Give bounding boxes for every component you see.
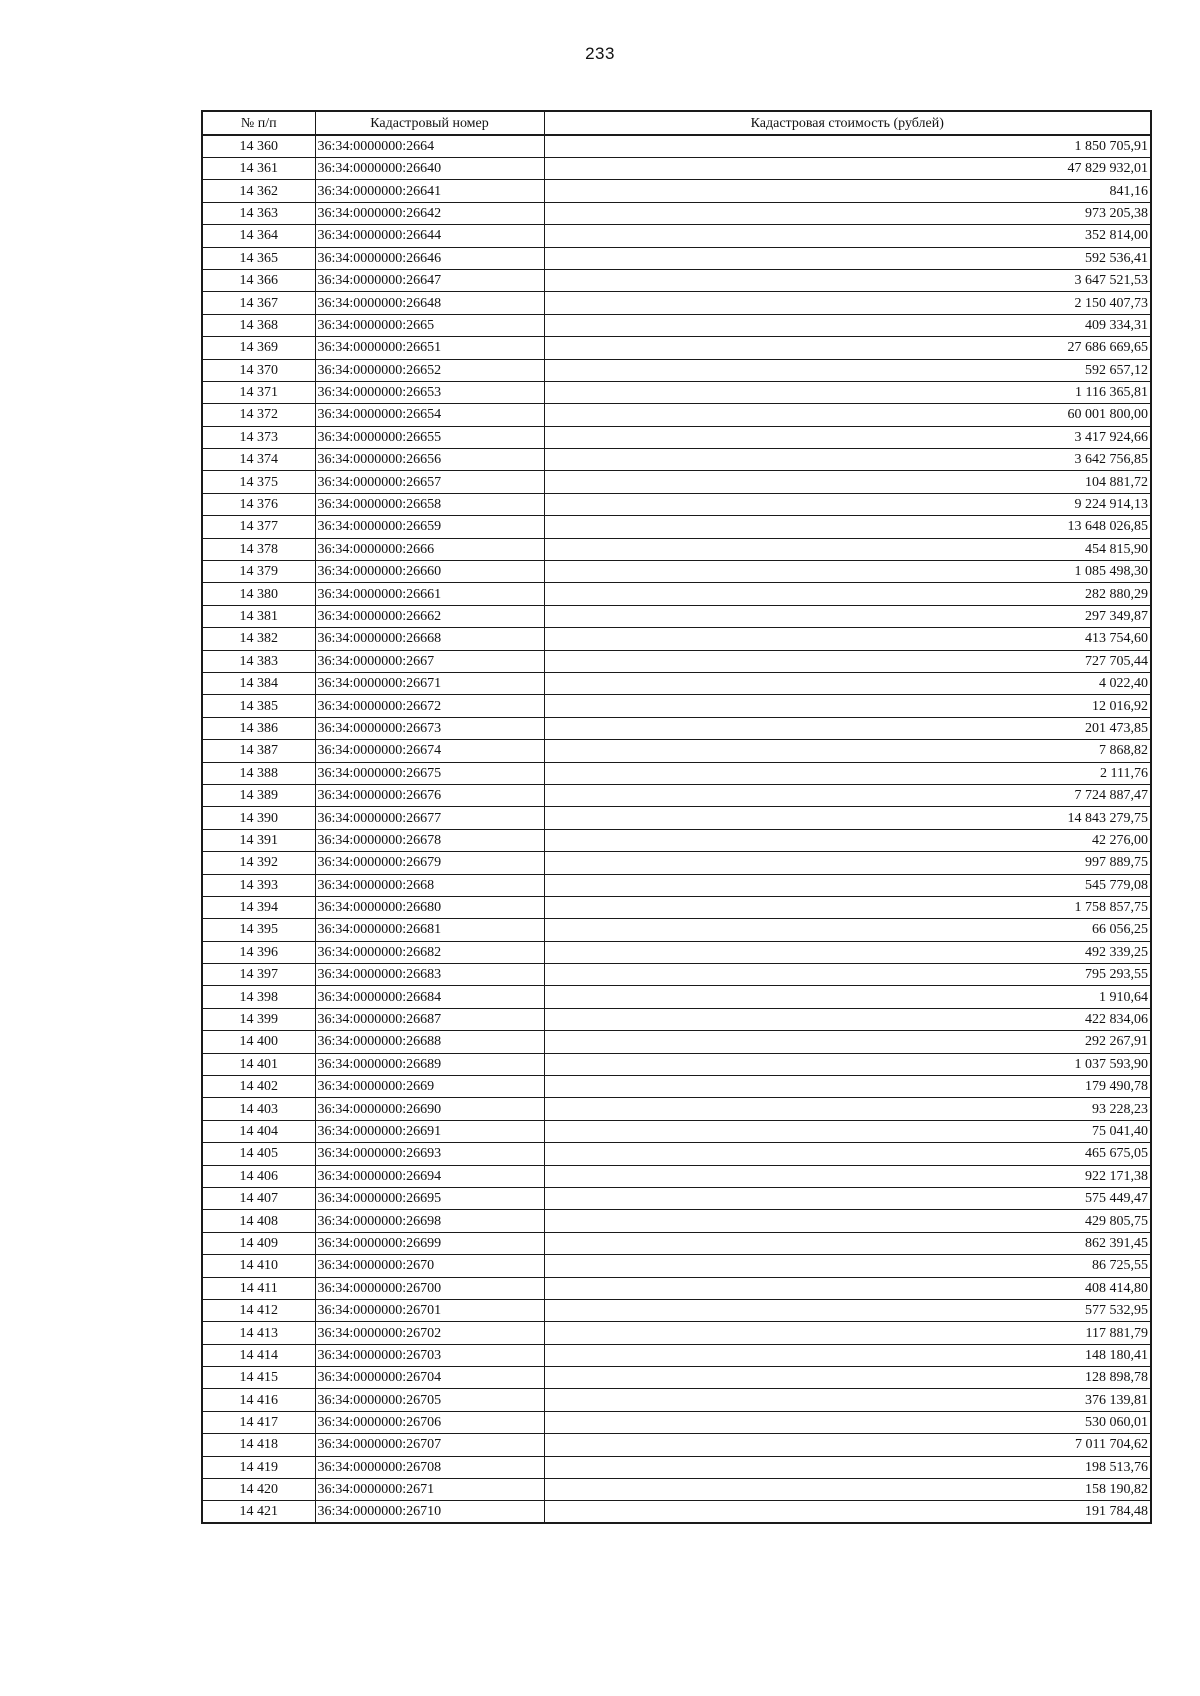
cadastral-value-cell: 465 675,05 — [544, 1143, 1151, 1165]
cadastral-number-cell: 36:34:0000000:26655 — [315, 426, 544, 448]
cadastral-value-cell: 179 490,78 — [544, 1076, 1151, 1098]
table-row — [202, 1143, 1151, 1165]
cadastral-value-cell: 530 060,01 — [544, 1411, 1151, 1433]
table-row — [202, 381, 1151, 403]
cadastral-value-cell: 409 334,31 — [544, 314, 1151, 336]
cadastral-number-cell: 36:34:0000000:26678 — [315, 829, 544, 851]
header-row — [202, 111, 1151, 135]
cadastral-value-cell: 2 150 407,73 — [544, 292, 1151, 314]
cadastral-value-cell: 408 414,80 — [544, 1277, 1151, 1299]
row-number-cell: 14 388 — [202, 762, 315, 784]
cadastral-value-cell: 1 758 857,75 — [544, 896, 1151, 918]
row-number-cell: 14 419 — [202, 1456, 315, 1478]
table-row — [202, 852, 1151, 874]
cadastral-value-cell: 47 829 932,01 — [544, 158, 1151, 180]
row-number-cell: 14 394 — [202, 896, 315, 918]
row-number-cell: 14 415 — [202, 1367, 315, 1389]
table-row — [202, 404, 1151, 426]
table-row — [202, 292, 1151, 314]
table-row — [202, 964, 1151, 986]
cadastral-value-cell: 575 449,47 — [544, 1187, 1151, 1209]
row-number-cell: 14 375 — [202, 471, 315, 493]
cadastral-number-cell: 36:34:0000000:26682 — [315, 941, 544, 963]
table-row — [202, 740, 1151, 762]
cadastral-value-cell: 42 276,00 — [544, 829, 1151, 851]
row-number-cell: 14 420 — [202, 1479, 315, 1501]
cadastral-value-cell: 413 754,60 — [544, 628, 1151, 650]
row-number-cell: 14 391 — [202, 829, 315, 851]
cadastral-number-cell: 36:34:0000000:26695 — [315, 1187, 544, 1209]
cadastral-number-cell: 36:34:0000000:26705 — [315, 1389, 544, 1411]
table-row — [202, 1299, 1151, 1321]
row-number-cell: 14 384 — [202, 672, 315, 694]
cadastral-number-cell: 36:34:0000000:26684 — [315, 986, 544, 1008]
row-number-cell: 14 396 — [202, 941, 315, 963]
cadastral-number-cell: 36:34:0000000:26699 — [315, 1232, 544, 1254]
table-row — [202, 1501, 1151, 1524]
table-row — [202, 1411, 1151, 1433]
table-row — [202, 874, 1151, 896]
row-number-cell: 14 398 — [202, 986, 315, 1008]
cadastral-value-cell: 158 190,82 — [544, 1479, 1151, 1501]
cadastral-number-cell: 36:34:0000000:26689 — [315, 1053, 544, 1075]
table-row — [202, 650, 1151, 672]
cadastral-value-cell: 117 881,79 — [544, 1322, 1151, 1344]
cadastral-number-cell: 36:34:0000000:26640 — [315, 158, 544, 180]
row-number-cell: 14 411 — [202, 1277, 315, 1299]
row-number-cell: 14 403 — [202, 1098, 315, 1120]
table-row — [202, 359, 1151, 381]
cadastral-value-cell: 1 910,64 — [544, 986, 1151, 1008]
row-number-cell: 14 421 — [202, 1501, 315, 1524]
cadastral-number-cell: 36:34:0000000:26646 — [315, 247, 544, 269]
cadastral-number-cell: 36:34:0000000:26647 — [315, 269, 544, 291]
table-row — [202, 807, 1151, 829]
cadastral-number-cell: 36:34:0000000:26688 — [315, 1031, 544, 1053]
cadastral-number-cell: 36:34:0000000:26702 — [315, 1322, 544, 1344]
column-header-row-number: № п/п — [202, 111, 315, 135]
row-number-cell: 14 372 — [202, 404, 315, 426]
cadastral-value-cell: 93 228,23 — [544, 1098, 1151, 1120]
cadastral-value-cell: 60 001 800,00 — [544, 404, 1151, 426]
table-row — [202, 829, 1151, 851]
cadastral-number-cell: 36:34:0000000:26648 — [315, 292, 544, 314]
cadastral-number-cell: 36:34:0000000:2671 — [315, 1479, 544, 1501]
cadastral-value-cell: 454 815,90 — [544, 538, 1151, 560]
table-row — [202, 986, 1151, 1008]
cadastral-number-cell: 36:34:0000000:26700 — [315, 1277, 544, 1299]
cadastral-number-cell: 36:34:0000000:26674 — [315, 740, 544, 762]
table-row — [202, 1120, 1151, 1142]
cadastral-value-cell: 545 779,08 — [544, 874, 1151, 896]
cadastral-value-cell: 191 784,48 — [544, 1501, 1151, 1524]
table-row — [202, 583, 1151, 605]
cadastral-number-cell: 36:34:0000000:26660 — [315, 561, 544, 583]
page-number: 233 — [585, 44, 615, 63]
table-row — [202, 1053, 1151, 1075]
cadastral-value-cell: 7 724 887,47 — [544, 784, 1151, 806]
table-row — [202, 471, 1151, 493]
cadastral-value-cell: 922 171,38 — [544, 1165, 1151, 1187]
row-number-cell: 14 371 — [202, 381, 315, 403]
cadastral-number-cell: 36:34:0000000:26679 — [315, 852, 544, 874]
table-row — [202, 941, 1151, 963]
table-row — [202, 1389, 1151, 1411]
cadastral-value-cell: 148 180,41 — [544, 1344, 1151, 1366]
cadastral-value-cell: 1 116 365,81 — [544, 381, 1151, 403]
table-row — [202, 1210, 1151, 1232]
row-number-cell: 14 380 — [202, 583, 315, 605]
table-row — [202, 605, 1151, 627]
cadastral-value-cell: 795 293,55 — [544, 964, 1151, 986]
row-number-cell: 14 377 — [202, 516, 315, 538]
row-number-cell: 14 390 — [202, 807, 315, 829]
row-number-cell: 14 364 — [202, 225, 315, 247]
cadastral-number-cell: 36:34:0000000:2670 — [315, 1255, 544, 1277]
cadastral-number-cell: 36:34:0000000:26694 — [315, 1165, 544, 1187]
row-number-cell: 14 385 — [202, 695, 315, 717]
cadastral-number-cell: 36:34:0000000:26654 — [315, 404, 544, 426]
cadastral-number-cell: 36:34:0000000:26641 — [315, 180, 544, 202]
table-row — [202, 314, 1151, 336]
cadastral-number-cell: 36:34:0000000:26707 — [315, 1434, 544, 1456]
row-number-cell: 14 362 — [202, 180, 315, 202]
cadastral-number-cell: 36:34:0000000:26668 — [315, 628, 544, 650]
table-row — [202, 269, 1151, 291]
table-row — [202, 695, 1151, 717]
row-number-cell: 14 399 — [202, 1008, 315, 1030]
cadastral-value-cell: 104 881,72 — [544, 471, 1151, 493]
row-number-cell: 14 363 — [202, 202, 315, 224]
cadastral-value-cell: 3 642 756,85 — [544, 449, 1151, 471]
cadastral-number-cell: 36:34:0000000:26671 — [315, 672, 544, 694]
row-number-cell: 14 366 — [202, 269, 315, 291]
cadastral-value-cell: 727 705,44 — [544, 650, 1151, 672]
cadastral-number-cell: 36:34:0000000:2669 — [315, 1076, 544, 1098]
row-number-cell: 14 369 — [202, 337, 315, 359]
cadastral-value-cell: 592 536,41 — [544, 247, 1151, 269]
cadastral-number-cell: 36:34:0000000:26677 — [315, 807, 544, 829]
table-row — [202, 135, 1151, 158]
row-number-cell: 14 418 — [202, 1434, 315, 1456]
table-row — [202, 1344, 1151, 1366]
cadastral-number-cell: 36:34:0000000:2665 — [315, 314, 544, 336]
cadastral-value-cell: 14 843 279,75 — [544, 807, 1151, 829]
cadastral-value-cell: 492 339,25 — [544, 941, 1151, 963]
cadastral-number-cell: 36:34:0000000:26657 — [315, 471, 544, 493]
row-number-cell: 14 361 — [202, 158, 315, 180]
cadastral-number-cell: 36:34:0000000:26683 — [315, 964, 544, 986]
cadastral-number-cell: 36:34:0000000:26652 — [315, 359, 544, 381]
cadastral-number-cell: 36:34:0000000:2666 — [315, 538, 544, 560]
cadastral-number-cell: 36:34:0000000:26644 — [315, 225, 544, 247]
table-row — [202, 672, 1151, 694]
cadastral-value-cell: 577 532,95 — [544, 1299, 1151, 1321]
cadastral-value-cell: 973 205,38 — [544, 202, 1151, 224]
row-number-cell: 14 404 — [202, 1120, 315, 1142]
table-row — [202, 1232, 1151, 1254]
table-row — [202, 1187, 1151, 1209]
cadastral-value-cell: 66 056,25 — [544, 919, 1151, 941]
cadastral-number-cell: 36:34:0000000:26680 — [315, 896, 544, 918]
cadastral-value-cell: 352 814,00 — [544, 225, 1151, 247]
cadastral-number-cell: 36:34:0000000:26661 — [315, 583, 544, 605]
row-number-cell: 14 397 — [202, 964, 315, 986]
table-row — [202, 426, 1151, 448]
cadastral-number-cell: 36:34:0000000:26691 — [315, 1120, 544, 1142]
row-number-cell: 14 395 — [202, 919, 315, 941]
row-number-cell: 14 417 — [202, 1411, 315, 1433]
row-number-cell: 14 414 — [202, 1344, 315, 1366]
cadastral-number-cell: 36:34:0000000:2664 — [315, 135, 544, 158]
cadastral-value-cell: 12 016,92 — [544, 695, 1151, 717]
cadastral-number-cell: 36:34:0000000:26706 — [315, 1411, 544, 1433]
cadastral-value-cell: 2 111,76 — [544, 762, 1151, 784]
cadastral-number-cell: 36:34:0000000:2668 — [315, 874, 544, 896]
row-number-cell: 14 406 — [202, 1165, 315, 1187]
cadastral-number-cell: 36:34:0000000:26662 — [315, 605, 544, 627]
table-row — [202, 717, 1151, 739]
row-number-cell: 14 408 — [202, 1210, 315, 1232]
cadastral-number-cell: 36:34:0000000:26658 — [315, 493, 544, 515]
table-row — [202, 1076, 1151, 1098]
row-number-cell: 14 373 — [202, 426, 315, 448]
cadastral-value-cell: 7 868,82 — [544, 740, 1151, 762]
table-row — [202, 449, 1151, 471]
row-number-cell: 14 413 — [202, 1322, 315, 1344]
row-number-cell: 14 374 — [202, 449, 315, 471]
table-row — [202, 1277, 1151, 1299]
row-number-cell: 14 383 — [202, 650, 315, 672]
cadastral-value-cell: 3 417 924,66 — [544, 426, 1151, 448]
table-row — [202, 1479, 1151, 1501]
row-number-cell: 14 368 — [202, 314, 315, 336]
column-header-cadastral-number: Кадастровый номер — [315, 111, 544, 135]
cadastral-value-cell: 592 657,12 — [544, 359, 1151, 381]
table-row — [202, 1098, 1151, 1120]
table-row — [202, 180, 1151, 202]
cadastral-value-cell: 7 011 704,62 — [544, 1434, 1151, 1456]
table-row — [202, 1165, 1151, 1187]
cadastral-number-cell: 36:34:0000000:26651 — [315, 337, 544, 359]
cadastral-value-cell: 9 224 914,13 — [544, 493, 1151, 515]
table-row — [202, 762, 1151, 784]
cadastral-value-cell: 128 898,78 — [544, 1367, 1151, 1389]
cadastral-number-cell: 36:34:0000000:26690 — [315, 1098, 544, 1120]
table-row — [202, 337, 1151, 359]
cadastral-number-cell: 36:34:0000000:26693 — [315, 1143, 544, 1165]
cadastral-value-cell: 376 139,81 — [544, 1389, 1151, 1411]
row-number-cell: 14 365 — [202, 247, 315, 269]
cadastral-value-cell: 3 647 521,53 — [544, 269, 1151, 291]
cadastral-value-cell: 13 648 026,85 — [544, 516, 1151, 538]
row-number-cell: 14 400 — [202, 1031, 315, 1053]
cadastral-value-cell: 1 085 498,30 — [544, 561, 1151, 583]
table-row — [202, 1255, 1151, 1277]
row-number-cell: 14 405 — [202, 1143, 315, 1165]
row-number-cell: 14 360 — [202, 135, 315, 158]
cadastral-value-cell: 841,16 — [544, 180, 1151, 202]
cadastral-number-cell: 36:34:0000000:26672 — [315, 695, 544, 717]
cadastral-number-cell: 36:34:0000000:26642 — [315, 202, 544, 224]
cadastral-number-cell: 36:34:0000000:26676 — [315, 784, 544, 806]
cadastral-value-cell: 297 349,87 — [544, 605, 1151, 627]
cadastral-value-cell: 422 834,06 — [544, 1008, 1151, 1030]
cadastral-number-cell: 36:34:0000000:26687 — [315, 1008, 544, 1030]
cadastral-number-cell: 36:34:0000000:26701 — [315, 1299, 544, 1321]
cadastral-value-cell: 1 037 593,90 — [544, 1053, 1151, 1075]
table-row — [202, 247, 1151, 269]
table-row — [202, 493, 1151, 515]
table-row — [202, 784, 1151, 806]
row-number-cell: 14 378 — [202, 538, 315, 560]
table-row — [202, 1008, 1151, 1030]
cadastral-number-cell: 36:34:0000000:2667 — [315, 650, 544, 672]
table-row — [202, 516, 1151, 538]
table-row — [202, 202, 1151, 224]
table-row — [202, 1322, 1151, 1344]
table-row — [202, 1367, 1151, 1389]
row-number-cell: 14 409 — [202, 1232, 315, 1254]
cadastral-number-cell: 36:34:0000000:26710 — [315, 1501, 544, 1524]
cadastral-number-cell: 36:34:0000000:26681 — [315, 919, 544, 941]
cadastral-value-cell: 282 880,29 — [544, 583, 1151, 605]
row-number-cell: 14 382 — [202, 628, 315, 650]
table-row — [202, 561, 1151, 583]
row-number-cell: 14 379 — [202, 561, 315, 583]
row-number-cell: 14 381 — [202, 605, 315, 627]
cadastral-number-cell: 36:34:0000000:26659 — [315, 516, 544, 538]
row-number-cell: 14 416 — [202, 1389, 315, 1411]
row-number-cell: 14 389 — [202, 784, 315, 806]
cadastral-value-cell: 86 725,55 — [544, 1255, 1151, 1277]
table-row — [202, 1434, 1151, 1456]
row-number-cell: 14 410 — [202, 1255, 315, 1277]
row-number-cell: 14 392 — [202, 852, 315, 874]
row-number-cell: 14 401 — [202, 1053, 315, 1075]
cadastral-number-cell: 36:34:0000000:26703 — [315, 1344, 544, 1366]
table-row — [202, 919, 1151, 941]
table-row — [202, 1456, 1151, 1478]
cadastral-value-cell: 997 889,75 — [544, 852, 1151, 874]
cadastral-value-cell: 292 267,91 — [544, 1031, 1151, 1053]
row-number-cell: 14 412 — [202, 1299, 315, 1321]
cadastral-number-cell: 36:34:0000000:26673 — [315, 717, 544, 739]
table-row — [202, 158, 1151, 180]
column-header-cadastral-value: Кадастровая стоимость (рублей) — [544, 111, 1151, 135]
cadastral-value-cell: 429 805,75 — [544, 1210, 1151, 1232]
row-number-cell: 14 376 — [202, 493, 315, 515]
cadastral-value-cell: 4 022,40 — [544, 672, 1151, 694]
cadastral-value-cell: 1 850 705,91 — [544, 135, 1151, 158]
cadastral-number-cell: 36:34:0000000:26656 — [315, 449, 544, 471]
cadastral-number-cell: 36:34:0000000:26653 — [315, 381, 544, 403]
cadastral-value-cell: 198 513,76 — [544, 1456, 1151, 1478]
row-number-cell: 14 386 — [202, 717, 315, 739]
table-row — [202, 1031, 1151, 1053]
cadastral-value-cell: 75 041,40 — [544, 1120, 1151, 1142]
cadastral-number-cell: 36:34:0000000:26698 — [315, 1210, 544, 1232]
cadastral-number-cell: 36:34:0000000:26675 — [315, 762, 544, 784]
row-number-cell: 14 367 — [202, 292, 315, 314]
table-row — [202, 225, 1151, 247]
row-number-cell: 14 387 — [202, 740, 315, 762]
cadastral-value-cell: 27 686 669,65 — [544, 337, 1151, 359]
row-number-cell: 14 393 — [202, 874, 315, 896]
table-body — [202, 135, 1151, 1523]
cadastral-value-table — [201, 110, 1152, 1524]
table-row — [202, 538, 1151, 560]
cadastral-number-cell: 36:34:0000000:26704 — [315, 1367, 544, 1389]
row-number-cell: 14 402 — [202, 1076, 315, 1098]
table-row — [202, 628, 1151, 650]
cadastral-number-cell: 36:34:0000000:26708 — [315, 1456, 544, 1478]
table-row — [202, 896, 1151, 918]
table-header — [202, 111, 1151, 135]
row-number-cell: 14 370 — [202, 359, 315, 381]
row-number-cell: 14 407 — [202, 1187, 315, 1209]
cadastral-value-cell: 201 473,85 — [544, 717, 1151, 739]
cadastral-value-cell: 862 391,45 — [544, 1232, 1151, 1254]
